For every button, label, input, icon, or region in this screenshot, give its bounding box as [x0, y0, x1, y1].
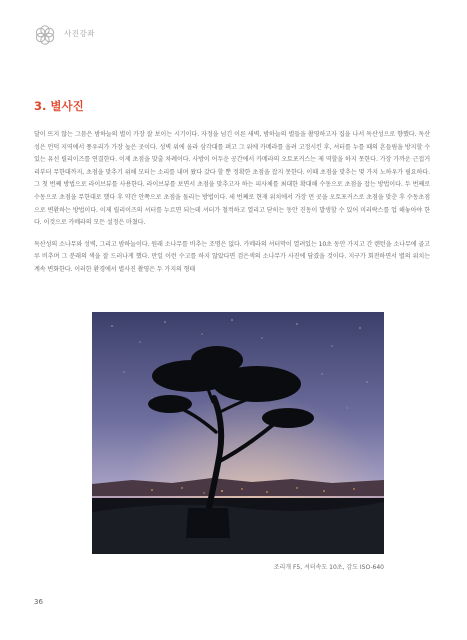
- photo-caption: 조리개 F5, 셔터속도 10초, 감도 ISO-640: [273, 564, 384, 571]
- brand-name: 사진강좌: [64, 29, 95, 38]
- page-number: 36: [34, 598, 43, 606]
- section-heading: 3. 별사진: [34, 99, 84, 113]
- body-text: [34, 129, 430, 286]
- flower-logo-icon: [34, 24, 56, 46]
- paragraph-1: 달이 뜨지 않는 그믐은 밤하늘의 별이 가장 잘 보이는 시기이다. 자정을 넘긴 이른 새벽, 밤하늘의 별들을 촬영하고자 집을 나서 독산성으로 향했다. 독산성은 언덕 지역에서 풍우리가 가장 높은 곳이다. 성벽 위에 올라 삼각대를 펴고 그 위에 카메라를 올려 고정시킨 후, 셔터를 누를 때의 흔들림을 방지할 수 있는 유선 릴리이즈를 연결한다. 이제 초점을 맞출 차례이다. 사방이 어두운 공간에서 카메라의 오토포커스는 제 역할을 하지 못한다. 가장 가까운 근접거리부터 무한대까지, 초점을 맞추기 위해 모터는 소리를 내며 왔다 갔다 할 뿐 정확한 초점을 잡지 못한다. 이때 초점을 맞추는 몇 가지 노하우가 필요하다. 그 첫 번째 방법으로 라이브뷰를 사용한다. 라이브뷰를 보면서 초점을 맞추고자 하는 피사체를 최대한 확대해 수동으로 초점을 잡는 방법이다. 두 번째로 수동으로 초점을 무한대로 했다 후 약간 안쪽으로 초점을 돌리는 방법이다. 세 번째로 현재 위치에서 가장 먼 곳을 오토포커스로 초점을 맞춘 후 수동초점으로 변환하는 방법이다. 이제 릴리이즈의 셔터를 누르면 되는데 셔터가 철컥하고 열리고 닫히는 동안 진동이 발생할 수 있어 미러락스를 업 해놓아야 한다. 이것으로 카메라의 모든 설정은 마쳤다.: [34, 131, 430, 227]
- night-pine-tree-photo: [92, 312, 384, 554]
- paragraph-2: 독산성의 소나무와 성벽, 그리고 밤하늘이다. 원래 소나무를 비추는 조명은 없다. 카메라의 셔터막이 열려있는 10초 동안 가지고 간 랜턴을 소나무에 골고루 비추며 그 분래의 색을 잘 드러나게 했다. 만일 이런 수고를 하지 않았다면 검은색의 소나무가 사진에 담겼을 것이다. 지구가 회전하면서 별의 위치는 계속 변화한다. 이러한 환경에서 별사진 촬영은 두 가지의 형태: [34, 240, 430, 273]
